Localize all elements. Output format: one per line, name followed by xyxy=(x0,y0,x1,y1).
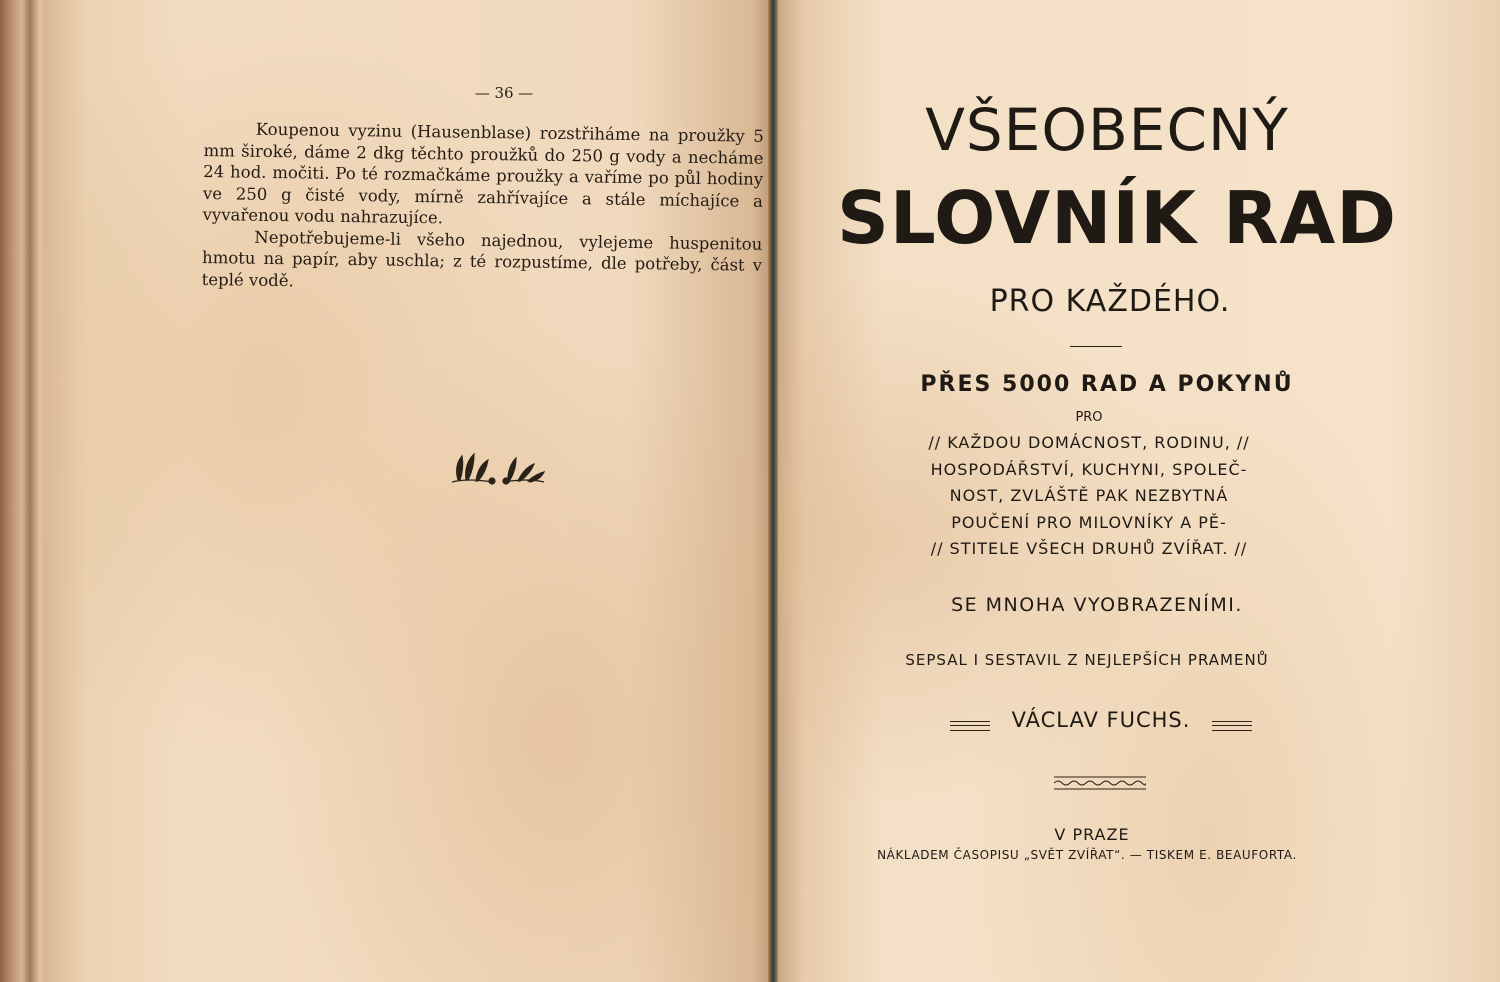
subtitle: PRO KAŽDÉHO. xyxy=(989,284,1231,319)
pro-label: PRO xyxy=(1075,410,1103,425)
description-line: NOST, ZVLÁŠTĚ PAK NEZBYTNÁ xyxy=(949,486,1229,505)
description-line: POUČENÍ PRO MILOVNÍKY A PĚ- xyxy=(951,512,1227,532)
tagline: PŘES 5000 RAD A POKYNŮ xyxy=(920,372,1294,397)
description-line: // KAŽDOU DOMÁCNOST, RODINU, // xyxy=(928,433,1250,452)
leaf-sprig-ornament-icon xyxy=(448,448,548,488)
author-row xyxy=(946,708,1256,738)
description xyxy=(726,430,1452,563)
body-text xyxy=(202,118,764,298)
title-line-1: VŠEOBECNÝ xyxy=(925,96,1289,164)
double-rule-left xyxy=(950,721,990,731)
book-spine xyxy=(768,0,778,982)
compiled-by: SEPSAL I SESTAVIL Z NEJLEPŠÍCH PRAMENŮ xyxy=(905,651,1269,669)
author-name: VÁCLAV FUCHS. xyxy=(1011,708,1191,732)
book-edge xyxy=(0,0,48,982)
publisher-line: NÁKLADEM ČASOPISU „SVĚT ZVÍŘAT“. — TISKEM E. BEAUFORTA. xyxy=(877,848,1297,862)
page-number: — 36 — xyxy=(474,84,534,102)
left-page xyxy=(44,0,774,982)
paragraph-1: Koupenou vyzinu (Hausenblase) rozstřiháme na proužky 5 mm široké, dáme 2 dkg těchto proužků do 250 g vody a necháme 24 hod. močiti. Po té rozmačkáme proužky a vaříme po půl hodiny ve 250 g čisté vody, mírně zahřívajíce a stále míchajíce a vyvařenou vodu nahrazujíce. xyxy=(202,119,764,228)
description-line: HOSPODÁŘSTVÍ, KUCHYNI, SPOLEČ- xyxy=(930,459,1248,479)
wavy-rule-divider xyxy=(1054,774,1146,792)
pictures-note: SE MNOHA VYOBRAZENÍMI. xyxy=(951,594,1243,616)
description-line: // STITELE VŠECH DRUHŮ ZVÍŘAT. // xyxy=(930,539,1248,558)
short-rule-divider xyxy=(1070,346,1122,347)
double-rule-right xyxy=(1212,721,1252,731)
paragraph-2: Nepotřebujeme-li všeho najednou, vylejeme huspenitou hmotu na papír, aby uschla; z té rozpustíme, dle potřeby, část v teplé vodě. xyxy=(201,227,763,290)
right-page xyxy=(774,0,1500,982)
city: V PRAZE xyxy=(1054,825,1130,844)
title-line-2: SLOVNÍK RAD xyxy=(837,176,1397,260)
